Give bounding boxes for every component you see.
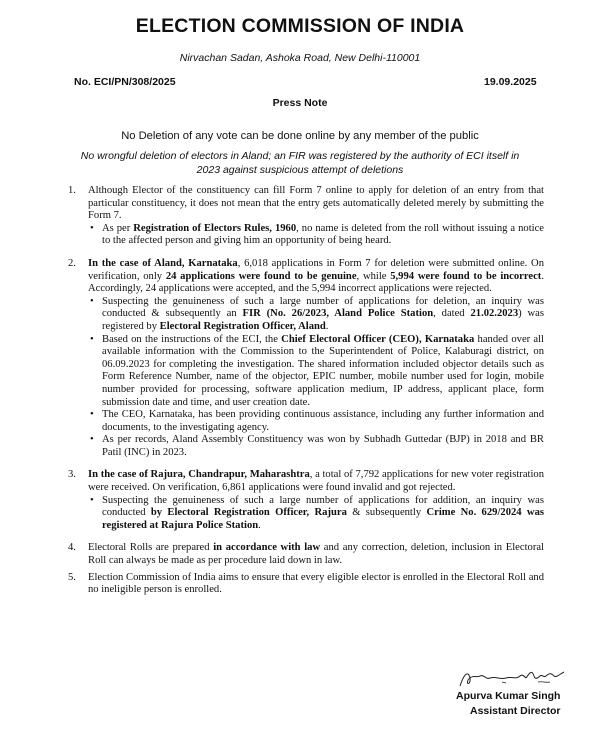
signatory-name: Apurva Kumar Singh (456, 690, 561, 702)
press-note-body (68, 185, 544, 597)
item-number: 2. (68, 257, 76, 269)
bullet-point: • Suspecting the genuineness of such a large number of applications for deletion, an inquiry was conducted & subsequently an FIR (No. 26/2023, Aland Police Station, dated 21.02.2023) was registered by Electoral Registration Officer, Aland. (88, 296, 544, 334)
item-number: 3. (68, 469, 76, 481)
item-paragraph: Election Commission of India aims to ensure that every eligible elector is enrolled in the Electoral Roll and no ineligible person is enrolled. (88, 571, 544, 596)
bullet-point: • As per records, Aland Assembly Constituency was won by Subhadh Guttedar (BJP) in 2018 and BR Patil (INC) in 2023. (88, 434, 544, 459)
item-number: 1. (68, 185, 76, 196)
item-paragraph: Although Elector of the constituency can fill Form 7 online to apply for deletion of an entry from that particular constituency, it does not mean that the entry gets automatically deleted merely by submitting the Form 7. (88, 185, 544, 222)
address-line: Nirvachan Sadan, Ashoka Road, New Delhi-110001 (179, 52, 421, 64)
bullet-point: • Suspecting the genuineness of such a large number of applications for addition, an inquiry was conducted by Electoral Registration Officer, Rajura & subsequently Crime No. 629/2024 was registered at Rajura Police Station. (88, 495, 544, 533)
document-type: Press Note (272, 97, 328, 109)
bullet-point: • As per Registration of Electors Rules, 1960, no name is deleted from the roll without issuing a notice to the affected person and giving him an opportunity of being heard. (88, 223, 544, 248)
page-title: ELECTION COMMISSION OF INDIA (135, 15, 465, 37)
item-paragraph: Electoral Rolls are prepared in accordance with law and any correction, deletion, inclusion in Electoral Roll can always be made as per procedure laid down in law. (88, 542, 544, 567)
headline: No Deletion of any vote can be done online by any member of the public (121, 130, 479, 142)
bullet-point: • Based on the instructions of the ECI, the Chief Electoral Officer (CEO), Karnataka handed over all available information with the Commission to the Superintendent of Police, Kalaburagi district, on 06.09.2023 for completing the investigation. The shared information included objector details such as Form Reference Number, name of the objector, EPIC number, mobile number used for login, mobile number provided for processing, software application medium, IP address, applicant place, form submission date and time, and user creation date. (88, 334, 544, 410)
issue-date: 19.09.2025 (484, 76, 537, 88)
list-item (68, 469, 544, 532)
list-item (68, 258, 544, 460)
item-paragraph: In the case of Aland, Karnataka, 6,018 applications in Form 7 for deletion were submitted online. On verification, only 24 applications were found to be genuine, while 5,994 were found to be incorrect. Accordingly, 24 applications were accepted, and the 5,994 incorrect applications were rejected. (88, 257, 544, 295)
list-item (68, 572, 544, 597)
item-number: 5. (68, 571, 76, 583)
bullet-point: • The CEO, Karnataka, has been providing continuous assistance, including any further information and documents, to the investigating agency. (88, 409, 544, 434)
item-number: 4. (68, 542, 76, 554)
handwritten-signature (456, 664, 576, 690)
item-paragraph: In the case of Rajura, Chandrapur, Maharashtra, a total of 7,792 applications for new voter registration were received. On verification, 6,861 applications were found invalid and got rejected. (88, 469, 544, 494)
subheadline: No wrongful deletion of electors in Aland; an FIR was registered by the authority of ECI itself in 2023 against suspicious attempt of deletions (80, 150, 520, 176)
reference-number: No. ECI/PN/308/2025 (74, 76, 176, 88)
list-item (68, 185, 544, 248)
list-item (68, 542, 544, 567)
signatory-designation: Assistant Director (470, 705, 561, 717)
